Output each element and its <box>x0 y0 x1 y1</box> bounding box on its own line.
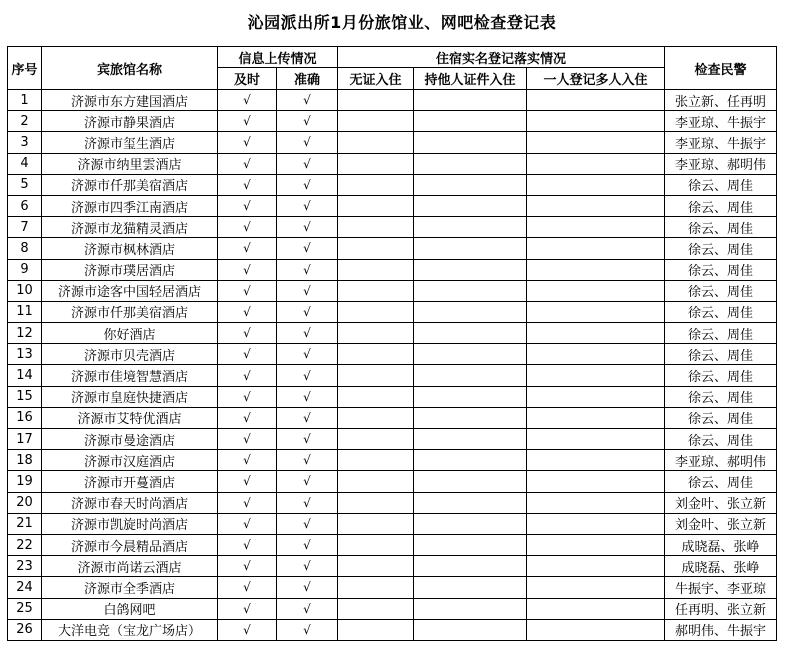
cell-accurate[interactable]: √ <box>277 111 338 132</box>
cell-hotel-name[interactable]: 济源市尚诺云酒店 <box>42 556 218 577</box>
cell-accurate[interactable]: √ <box>277 619 338 640</box>
table-row <box>8 429 777 450</box>
cell-seq[interactable]: 20 <box>8 492 42 513</box>
cell-other-id[interactable] <box>414 556 527 577</box>
cell-officer[interactable]: 成晓磊、张峥 <box>665 534 777 555</box>
cell-accurate[interactable]: √ <box>277 132 338 153</box>
cell-other-id[interactable] <box>414 598 527 619</box>
cell-one-many[interactable] <box>527 323 665 344</box>
cell-no-id[interactable] <box>338 556 414 577</box>
cell-timely[interactable]: √ <box>218 513 277 534</box>
cell-other-id[interactable] <box>414 492 527 513</box>
cell-hotel-name[interactable]: 济源市仟那美宿酒店 <box>42 174 218 195</box>
cell-seq[interactable]: 2 <box>8 111 42 132</box>
table-row <box>8 132 777 153</box>
cell-hotel-name[interactable]: 白鸽网吧 <box>42 598 218 619</box>
cell-no-id[interactable] <box>338 344 414 365</box>
cell-seq[interactable]: 10 <box>8 280 42 301</box>
cell-one-many[interactable] <box>527 195 665 216</box>
cell-officer[interactable]: 徐云、周佳 <box>665 344 777 365</box>
table-row <box>8 153 777 174</box>
cell-seq[interactable]: 25 <box>8 598 42 619</box>
cell-other-id[interactable] <box>414 217 527 238</box>
cell-other-id[interactable] <box>414 259 527 280</box>
cell-no-id[interactable] <box>338 90 414 111</box>
cell-other-id[interactable] <box>414 238 527 259</box>
cell-hotel-name[interactable]: 济源市全季酒店 <box>42 577 218 598</box>
table-row <box>8 323 777 344</box>
cell-timely[interactable]: √ <box>218 429 277 450</box>
cell-other-id[interactable] <box>414 365 527 386</box>
table-row <box>8 577 777 598</box>
cell-one-many[interactable] <box>527 619 665 640</box>
cell-seq[interactable]: 13 <box>8 344 42 365</box>
cell-no-id[interactable] <box>338 619 414 640</box>
cell-other-id[interactable] <box>414 619 527 640</box>
table-row <box>8 365 777 386</box>
cell-hotel-name[interactable]: 济源市玺生酒店 <box>42 132 218 153</box>
cell-hotel-name[interactable]: 济源市四季江南酒店 <box>42 195 218 216</box>
cell-no-id[interactable] <box>338 471 414 492</box>
cell-timely[interactable]: √ <box>218 492 277 513</box>
cell-accurate[interactable]: √ <box>277 195 338 216</box>
cell-other-id[interactable] <box>414 407 527 428</box>
cell-no-id[interactable] <box>338 492 414 513</box>
cell-other-id[interactable] <box>414 323 527 344</box>
table-row <box>8 280 777 301</box>
cell-no-id[interactable] <box>338 598 414 619</box>
cell-timely[interactable]: √ <box>218 598 277 619</box>
cell-other-id[interactable] <box>414 280 527 301</box>
header-seq[interactable]: 序号 <box>8 47 42 90</box>
header-realname-registration[interactable]: 住宿实名登记落实情况 <box>338 47 665 68</box>
cell-accurate[interactable]: √ <box>277 280 338 301</box>
table-row <box>8 619 777 640</box>
cell-no-id[interactable] <box>338 386 414 407</box>
cell-one-many[interactable] <box>527 259 665 280</box>
cell-hotel-name[interactable]: 济源市春天时尚酒店 <box>42 492 218 513</box>
cell-accurate[interactable]: √ <box>277 386 338 407</box>
cell-one-many[interactable] <box>527 132 665 153</box>
cell-timely[interactable]: √ <box>218 556 277 577</box>
table-row <box>8 492 777 513</box>
cell-no-id[interactable] <box>338 365 414 386</box>
cell-one-many[interactable] <box>527 111 665 132</box>
header-hotel-name[interactable]: 宾旅馆名称 <box>42 47 218 90</box>
cell-seq[interactable]: 8 <box>8 238 42 259</box>
cell-other-id[interactable] <box>414 174 527 195</box>
cell-other-id[interactable] <box>414 301 527 322</box>
cell-seq[interactable]: 7 <box>8 217 42 238</box>
cell-seq[interactable]: 1 <box>8 90 42 111</box>
cell-timely[interactable]: √ <box>218 450 277 471</box>
header-info-upload[interactable]: 信息上传情况 <box>218 47 338 68</box>
table-row <box>8 238 777 259</box>
table-row <box>8 195 777 216</box>
cell-hotel-name[interactable]: 济源市汉庭酒店 <box>42 450 218 471</box>
cell-accurate[interactable]: √ <box>277 577 338 598</box>
cell-one-many[interactable] <box>527 471 665 492</box>
cell-seq[interactable]: 4 <box>8 153 42 174</box>
cell-officer[interactable]: 徐云、周佳 <box>665 407 777 428</box>
cell-no-id[interactable] <box>338 280 414 301</box>
header-accurate[interactable]: 准确 <box>277 68 338 90</box>
table-row <box>8 471 777 492</box>
cell-seq[interactable]: 21 <box>8 513 42 534</box>
cell-other-id[interactable] <box>414 534 527 555</box>
cell-other-id[interactable] <box>414 153 527 174</box>
cell-accurate[interactable]: √ <box>277 429 338 450</box>
table-row <box>8 450 777 471</box>
cell-seq[interactable]: 18 <box>8 450 42 471</box>
cell-accurate[interactable]: √ <box>277 450 338 471</box>
cell-other-id[interactable] <box>414 111 527 132</box>
header-other-id[interactable]: 持他人证件入住 <box>414 68 527 90</box>
cell-one-many[interactable] <box>527 513 665 534</box>
cell-hotel-name[interactable]: 济源市枫林酒店 <box>42 238 218 259</box>
cell-hotel-name[interactable]: 济源市艾特优酒店 <box>42 407 218 428</box>
cell-one-many[interactable] <box>527 577 665 598</box>
table-row <box>8 90 777 111</box>
cell-seq[interactable]: 16 <box>8 407 42 428</box>
cell-no-id[interactable] <box>338 577 414 598</box>
cell-other-id[interactable] <box>414 386 527 407</box>
cell-other-id[interactable] <box>414 90 527 111</box>
cell-other-id[interactable] <box>414 429 527 450</box>
cell-seq[interactable]: 12 <box>8 323 42 344</box>
cell-timely[interactable]: √ <box>218 195 277 216</box>
cell-accurate[interactable]: √ <box>277 323 338 344</box>
table-row <box>8 259 777 280</box>
cell-officer[interactable]: 徐云、周佳 <box>665 323 777 344</box>
header-one-many[interactable]: 一人登记多人入住 <box>527 68 665 90</box>
cell-seq[interactable]: 17 <box>8 429 42 450</box>
cell-one-many[interactable] <box>527 598 665 619</box>
cell-timely[interactable]: √ <box>218 534 277 555</box>
cell-one-many[interactable] <box>527 556 665 577</box>
cell-accurate[interactable]: √ <box>277 534 338 555</box>
cell-hotel-name[interactable]: 济源市凯旋时尚酒店 <box>42 513 218 534</box>
table-row <box>8 513 777 534</box>
cell-officer[interactable]: 牛振宇、李亚琼 <box>665 577 777 598</box>
cell-hotel-name[interactable]: 济源市龙猫精灵酒店 <box>42 217 218 238</box>
cell-timely[interactable]: √ <box>218 238 277 259</box>
cell-timely[interactable]: √ <box>218 471 277 492</box>
cell-no-id[interactable] <box>338 217 414 238</box>
cell-other-id[interactable] <box>414 450 527 471</box>
cell-accurate[interactable]: √ <box>277 556 338 577</box>
cell-officer[interactable]: 李亚琼、牛振宇 <box>665 132 777 153</box>
cell-officer[interactable]: 刘金叶、张立新 <box>665 513 777 534</box>
cell-timely[interactable]: √ <box>218 344 277 365</box>
cell-one-many[interactable] <box>527 365 665 386</box>
sheet-title: 沁园派出所1月份旅馆业、网吧检查登记表 <box>247 13 557 32</box>
cell-accurate[interactable]: √ <box>277 217 338 238</box>
cell-officer[interactable]: 徐云、周佳 <box>665 174 777 195</box>
cell-seq[interactable]: 14 <box>8 365 42 386</box>
cell-accurate[interactable]: √ <box>277 259 338 280</box>
table-row <box>8 174 777 195</box>
cell-officer[interactable]: 李亚琼、牛振宇 <box>665 111 777 132</box>
cell-hotel-name[interactable]: 大洋电竞（宝龙广场店） <box>42 619 218 640</box>
cell-hotel-name[interactable]: 济源市纳里雲酒店 <box>42 153 218 174</box>
cell-hotel-name[interactable]: 济源市东方建国酒店 <box>42 90 218 111</box>
cell-hotel-name[interactable]: 济源市静果酒店 <box>42 111 218 132</box>
cell-no-id[interactable] <box>338 323 414 344</box>
cell-other-id[interactable] <box>414 471 527 492</box>
header-row-1 <box>8 47 777 68</box>
cell-no-id[interactable] <box>338 174 414 195</box>
cell-other-id[interactable] <box>414 577 527 598</box>
cell-seq[interactable]: 19 <box>8 471 42 492</box>
table-row <box>8 111 777 132</box>
header-officer[interactable]: 检查民警 <box>665 47 777 90</box>
cell-no-id[interactable] <box>338 301 414 322</box>
cell-accurate[interactable]: √ <box>277 90 338 111</box>
header-timely[interactable]: 及时 <box>218 68 277 90</box>
cell-timely[interactable]: √ <box>218 407 277 428</box>
cell-seq[interactable]: 3 <box>8 132 42 153</box>
cell-timely[interactable]: √ <box>218 174 277 195</box>
cell-other-id[interactable] <box>414 513 527 534</box>
cell-accurate[interactable]: √ <box>277 153 338 174</box>
cell-no-id[interactable] <box>338 429 414 450</box>
cell-seq[interactable]: 15 <box>8 386 42 407</box>
cell-officer[interactable]: 徐云、周佳 <box>665 301 777 322</box>
table-row <box>8 556 777 577</box>
cell-one-many[interactable] <box>527 344 665 365</box>
cell-officer[interactable]: 刘金叶、张立新 <box>665 492 777 513</box>
cell-hotel-name[interactable]: 济源市曼途酒店 <box>42 429 218 450</box>
cell-hotel-name[interactable]: 济源市今晨精品酒店 <box>42 534 218 555</box>
cell-no-id[interactable] <box>338 513 414 534</box>
cell-no-id[interactable] <box>338 153 414 174</box>
cell-one-many[interactable] <box>527 534 665 555</box>
cell-timely[interactable]: √ <box>218 323 277 344</box>
cell-one-many[interactable] <box>527 301 665 322</box>
cell-accurate[interactable]: √ <box>277 301 338 322</box>
cell-hotel-name[interactable]: 济源市贝壳酒店 <box>42 344 218 365</box>
cell-timely[interactable]: √ <box>218 153 277 174</box>
cell-seq[interactable]: 24 <box>8 577 42 598</box>
cell-other-id[interactable] <box>414 344 527 365</box>
cell-officer[interactable]: 李亚琼、郝明伟 <box>665 450 777 471</box>
cell-timely[interactable]: √ <box>218 132 277 153</box>
cell-one-many[interactable] <box>527 174 665 195</box>
cell-accurate[interactable]: √ <box>277 344 338 365</box>
cell-timely[interactable]: √ <box>218 90 277 111</box>
cell-officer[interactable]: 徐云、周佳 <box>665 365 777 386</box>
cell-timely[interactable]: √ <box>218 301 277 322</box>
cell-timely[interactable]: √ <box>218 365 277 386</box>
cell-one-many[interactable] <box>527 238 665 259</box>
cell-accurate[interactable]: √ <box>277 174 338 195</box>
table-row <box>8 598 777 619</box>
cell-hotel-name[interactable]: 济源市璞居酒店 <box>42 259 218 280</box>
cell-no-id[interactable] <box>338 238 414 259</box>
cell-officer[interactable]: 徐云、周佳 <box>665 386 777 407</box>
cell-seq[interactable]: 23 <box>8 556 42 577</box>
cell-timely[interactable]: √ <box>218 577 277 598</box>
cell-hotel-name[interactable]: 济源市仟那美宿酒店 <box>42 301 218 322</box>
cell-one-many[interactable] <box>527 407 665 428</box>
table-row <box>8 386 777 407</box>
cell-officer[interactable]: 徐云、周佳 <box>665 217 777 238</box>
cell-no-id[interactable] <box>338 534 414 555</box>
cell-no-id[interactable] <box>338 450 414 471</box>
cell-timely[interactable]: √ <box>218 619 277 640</box>
cell-one-many[interactable] <box>527 217 665 238</box>
cell-one-many[interactable] <box>527 90 665 111</box>
cell-hotel-name[interactable]: 济源市皇庭快捷酒店 <box>42 386 218 407</box>
cell-officer[interactable]: 徐云、周佳 <box>665 471 777 492</box>
inspection-table <box>7 46 777 641</box>
cell-other-id[interactable] <box>414 132 527 153</box>
cell-seq[interactable]: 6 <box>8 195 42 216</box>
cell-timely[interactable]: √ <box>218 111 277 132</box>
table-row <box>8 217 777 238</box>
cell-one-many[interactable] <box>527 429 665 450</box>
cell-officer[interactable]: 张立新、任再明 <box>665 90 777 111</box>
cell-no-id[interactable] <box>338 195 414 216</box>
cell-accurate[interactable]: √ <box>277 238 338 259</box>
cell-accurate[interactable]: √ <box>277 471 338 492</box>
cell-officer[interactable]: 徐云、周佳 <box>665 280 777 301</box>
table-row <box>8 301 777 322</box>
table-row <box>8 407 777 428</box>
cell-accurate[interactable]: √ <box>277 598 338 619</box>
table-row <box>8 344 777 365</box>
cell-hotel-name[interactable]: 你好酒店 <box>42 323 218 344</box>
cell-timely[interactable]: √ <box>218 280 277 301</box>
cell-one-many[interactable] <box>527 153 665 174</box>
cell-accurate[interactable]: √ <box>277 513 338 534</box>
cell-seq[interactable]: 26 <box>8 619 42 640</box>
cell-accurate[interactable]: √ <box>277 365 338 386</box>
cell-one-many[interactable] <box>527 492 665 513</box>
cell-officer[interactable]: 成晓磊、张峥 <box>665 556 777 577</box>
cell-timely[interactable]: √ <box>218 386 277 407</box>
cell-accurate[interactable]: √ <box>277 492 338 513</box>
cell-timely[interactable]: √ <box>218 217 277 238</box>
cell-seq[interactable]: 11 <box>8 301 42 322</box>
table-row <box>8 534 777 555</box>
table-body <box>8 90 777 641</box>
cell-one-many[interactable] <box>527 386 665 407</box>
cell-one-many[interactable] <box>527 280 665 301</box>
header-no-id[interactable]: 无证入住 <box>338 68 414 90</box>
cell-hotel-name[interactable]: 济源市开蔓酒店 <box>42 471 218 492</box>
cell-no-id[interactable] <box>338 132 414 153</box>
cell-officer[interactable]: 徐云、周佳 <box>665 429 777 450</box>
cell-timely[interactable]: √ <box>218 259 277 280</box>
cell-officer[interactable]: 徐云、周佳 <box>665 238 777 259</box>
cell-officer[interactable]: 李亚琼、郝明伟 <box>665 153 777 174</box>
cell-officer[interactable]: 任再明、张立新 <box>665 598 777 619</box>
cell-officer[interactable]: 郝明伟、牛振宇 <box>665 619 777 640</box>
cell-seq[interactable]: 22 <box>8 534 42 555</box>
cell-hotel-name[interactable]: 济源市佳境智慧酒店 <box>42 365 218 386</box>
cell-officer[interactable]: 徐云、周佳 <box>665 195 777 216</box>
cell-seq[interactable]: 5 <box>8 174 42 195</box>
cell-other-id[interactable] <box>414 195 527 216</box>
cell-no-id[interactable] <box>338 259 414 280</box>
cell-no-id[interactable] <box>338 407 414 428</box>
cell-no-id[interactable] <box>338 111 414 132</box>
cell-accurate[interactable]: √ <box>277 407 338 428</box>
cell-officer[interactable]: 徐云、周佳 <box>665 259 777 280</box>
cell-hotel-name[interactable]: 济源市途客中国轻居酒店 <box>42 280 218 301</box>
cell-one-many[interactable] <box>527 450 665 471</box>
cell-seq[interactable]: 9 <box>8 259 42 280</box>
